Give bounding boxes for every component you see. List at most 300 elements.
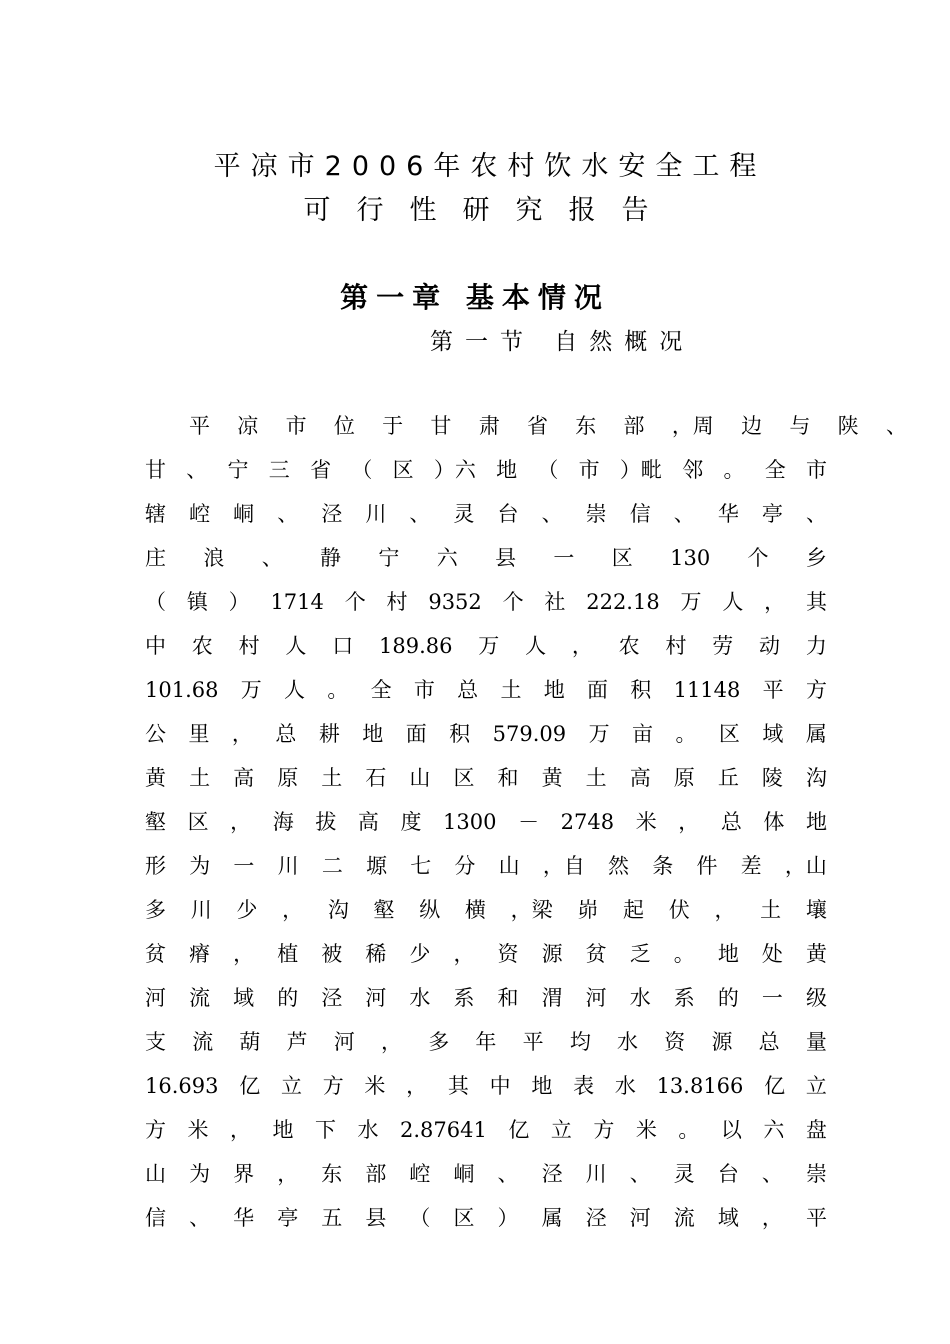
paragraph-token: 流 xyxy=(673,1206,695,1230)
paragraph-token: ， xyxy=(230,1118,251,1142)
paragraph-token: 五 xyxy=(321,1206,343,1230)
paragraph-line xyxy=(145,1072,827,1116)
paragraph-token: 河 xyxy=(145,986,166,1010)
paragraph-token: 信 xyxy=(629,502,651,526)
paragraph-token: ， xyxy=(571,634,593,658)
paragraph-token: 乡 xyxy=(805,546,827,570)
paragraph-token: 六 xyxy=(763,1118,785,1142)
paragraph-token: （ xyxy=(145,590,166,614)
paragraph-token: 与 xyxy=(789,414,811,438)
paragraph-token: 甘 xyxy=(145,458,166,482)
paragraph-token: 山 xyxy=(498,854,520,878)
paragraph-token: 原 xyxy=(277,766,299,790)
paragraph-token: 土 xyxy=(321,766,343,790)
paragraph-token: 资 xyxy=(664,1030,686,1054)
paragraph-token: 米 xyxy=(635,810,657,834)
paragraph-token: 人 xyxy=(284,678,306,702)
paragraph-token: 峒 xyxy=(453,1162,475,1186)
paragraph-token: 沟 xyxy=(327,898,349,922)
paragraph-token: 属 xyxy=(805,722,827,746)
paragraph-token: 区 xyxy=(718,722,740,746)
paragraph-token: 崆 xyxy=(189,502,211,526)
paragraph-line xyxy=(145,588,827,632)
paragraph-line xyxy=(145,632,827,676)
paragraph-token: 壑 xyxy=(373,898,395,922)
paragraph-token: 多 xyxy=(428,1030,450,1054)
paragraph-token: 亿 xyxy=(764,1074,786,1098)
paragraph-token: 台 xyxy=(497,502,519,526)
paragraph-line xyxy=(145,544,827,588)
paragraph-token: 界 xyxy=(233,1162,255,1186)
paragraph-token: 、 xyxy=(497,1162,519,1186)
paragraph-token: 川 xyxy=(365,502,387,526)
paragraph-token: 原 xyxy=(673,766,695,790)
paragraph-token: 、 xyxy=(189,1206,211,1230)
body-paragraph xyxy=(145,412,907,1248)
paragraph-token: 亿 xyxy=(508,1118,530,1142)
paragraph-token: 崆 xyxy=(409,1162,431,1186)
paragraph-token: 地 xyxy=(543,678,565,702)
paragraph-token: ， xyxy=(277,1162,299,1186)
paragraph-token: ， xyxy=(453,942,475,966)
paragraph-token: 源 xyxy=(541,942,563,966)
paragraph-token: 和 xyxy=(497,986,519,1010)
paragraph-token: 崇 xyxy=(585,502,607,526)
paragraph-token: 沟 xyxy=(805,766,827,790)
paragraph-token: 宁 xyxy=(227,458,249,482)
paragraph-token: 肃 xyxy=(478,414,500,438)
paragraph-token: 土 xyxy=(585,766,607,790)
paragraph-token: 方 xyxy=(322,1074,344,1098)
paragraph-token: 域 xyxy=(717,1206,739,1230)
paragraph-token: ）毗 xyxy=(619,458,662,482)
paragraph-token: 劳 xyxy=(712,634,734,658)
paragraph-token: 华 xyxy=(233,1206,255,1230)
paragraph-token: 区 xyxy=(392,458,414,482)
paragraph-token: 瘠 xyxy=(189,942,211,966)
paragraph-token: 2748 xyxy=(560,810,615,834)
paragraph-token: 塬 xyxy=(366,854,388,878)
paragraph-token: 总 xyxy=(457,678,479,702)
paragraph-token: 河 xyxy=(629,1206,651,1230)
paragraph-token: 立 xyxy=(805,1074,827,1098)
paragraph-token: 市 xyxy=(413,678,435,702)
paragraph-token: 以 xyxy=(720,1118,742,1142)
paragraph-line xyxy=(145,720,827,764)
paragraph-token: 亭 xyxy=(761,502,783,526)
paragraph-token: 系 xyxy=(453,986,475,1010)
paragraph-token: （ xyxy=(409,1206,431,1230)
paragraph-token: 部 xyxy=(623,414,645,438)
paragraph-token: 里 xyxy=(188,722,210,746)
paragraph-token: 米 xyxy=(187,1118,209,1142)
paragraph-token: 、 xyxy=(261,546,283,570)
paragraph-token: 万 xyxy=(588,722,610,746)
paragraph-token: 流 xyxy=(192,1030,214,1054)
paragraph-token: 泾 xyxy=(321,986,343,1010)
paragraph-line xyxy=(145,1160,827,1204)
paragraph-token: 宁 xyxy=(378,546,400,570)
paragraph-token: 条 xyxy=(652,854,674,878)
paragraph-token: ，梁 xyxy=(510,898,553,922)
paragraph-token: 浪 xyxy=(203,546,225,570)
paragraph-token: 万 xyxy=(680,590,702,614)
paragraph-token: 亿 xyxy=(239,1074,261,1098)
paragraph-token: 峁 xyxy=(577,898,599,922)
paragraph-token: 16.693 xyxy=(145,1074,219,1098)
paragraph-token: 总 xyxy=(275,722,297,746)
paragraph-token: 579.09 xyxy=(492,722,567,746)
paragraph-token: 方 xyxy=(145,1118,166,1142)
paragraph-token: 市 xyxy=(285,414,307,438)
paragraph-token: 积 xyxy=(630,678,652,702)
paragraph-token: 县 xyxy=(495,546,517,570)
paragraph-token: 平 xyxy=(762,678,784,702)
paragraph-token: 中 xyxy=(145,634,166,658)
paragraph-token: 度 xyxy=(400,810,422,834)
paragraph-token: 峒 xyxy=(233,502,255,526)
paragraph-token: 分 xyxy=(454,854,476,878)
paragraph-token: 差 xyxy=(740,854,762,878)
paragraph-token: 地 xyxy=(717,942,739,966)
paragraph-token: 河 xyxy=(585,986,607,1010)
paragraph-token: 个 xyxy=(344,590,366,614)
paragraph-token: 支 xyxy=(145,1030,166,1054)
paragraph-token: 方 xyxy=(805,678,827,702)
paragraph-token: 一 xyxy=(233,854,255,878)
paragraph-token: 力 xyxy=(805,634,827,658)
paragraph-token: 农 xyxy=(191,634,213,658)
paragraph-token: 地 xyxy=(496,458,518,482)
paragraph-token: 耕 xyxy=(318,722,340,746)
paragraph-token: 立 xyxy=(550,1118,572,1142)
paragraph-token: 积 xyxy=(449,722,471,746)
paragraph-token: 人 xyxy=(525,634,547,658)
paragraph-token: 。 xyxy=(327,678,349,702)
paragraph-token: 水 xyxy=(617,1030,639,1054)
paragraph-token: 件 xyxy=(696,854,718,878)
paragraph-token: ， xyxy=(761,1206,783,1230)
paragraph-token: 位 xyxy=(333,414,355,438)
paragraph-line xyxy=(145,764,827,808)
paragraph-token: 甘 xyxy=(430,414,452,438)
paragraph-token: 130 xyxy=(670,546,711,570)
paragraph-token: 全 xyxy=(764,458,786,482)
paragraph-token: 村 xyxy=(238,634,260,658)
paragraph-token: 口 xyxy=(332,634,354,658)
paragraph-token: 丘 xyxy=(717,766,739,790)
paragraph-token: 拔 xyxy=(315,810,337,834)
paragraph-token: ， xyxy=(764,590,786,614)
paragraph-token: 辖 xyxy=(145,502,166,526)
paragraph-token: 纵 xyxy=(419,898,441,922)
paragraph-token: 表 xyxy=(573,1074,595,1098)
paragraph-token: 陕 xyxy=(837,414,859,438)
paragraph-token: 高 xyxy=(233,766,255,790)
paragraph-token: 13.8166 xyxy=(656,1074,744,1098)
paragraph-token: 水 xyxy=(614,1074,636,1098)
paragraph-token: 部 xyxy=(365,1162,387,1186)
paragraph-token: 平 xyxy=(522,1030,544,1054)
paragraph-token: 万 xyxy=(478,634,500,658)
paragraph-token: 的 xyxy=(717,986,739,1010)
paragraph-token: 河 xyxy=(365,986,387,1010)
paragraph-token: 地 xyxy=(806,810,827,834)
paragraph-token: 山 xyxy=(409,766,431,790)
paragraph-token: 面 xyxy=(405,722,427,746)
paragraph-token: 和 xyxy=(497,766,519,790)
paragraph-token: 地 xyxy=(531,1074,553,1098)
paragraph-token: 体 xyxy=(763,810,785,834)
paragraph-token: ，自 xyxy=(542,854,585,878)
paragraph-token: 土 xyxy=(189,766,211,790)
paragraph-token: 资 xyxy=(497,942,519,966)
paragraph-token: 市 xyxy=(805,458,827,482)
paragraph-token: 二 xyxy=(321,854,343,878)
paragraph-token: 均 xyxy=(569,1030,591,1054)
report-title-line-2: 可行性研究报告 xyxy=(303,195,675,226)
paragraph-token: 全 xyxy=(370,678,392,702)
paragraph-token: 省 xyxy=(310,458,332,482)
paragraph-token: 华 xyxy=(717,502,739,526)
paragraph-line xyxy=(145,808,827,852)
paragraph-token: 区 xyxy=(187,810,209,834)
paragraph-token: 黄 xyxy=(541,766,563,790)
paragraph-token: 静 xyxy=(320,546,342,570)
paragraph-token: 信 xyxy=(145,1206,166,1230)
paragraph-token: 芦 xyxy=(286,1030,308,1054)
paragraph-token: 万 xyxy=(240,678,262,702)
paragraph-line xyxy=(145,456,827,500)
paragraph-token: 葫 xyxy=(239,1030,261,1054)
paragraph-token: 域 xyxy=(762,722,784,746)
paragraph-token: ） xyxy=(497,1206,519,1230)
paragraph-token: 贫 xyxy=(145,942,166,966)
paragraph-token: 稀 xyxy=(365,942,387,966)
paragraph-token: 土 xyxy=(500,678,522,702)
paragraph-token: 9352 xyxy=(428,590,482,614)
paragraph-token: 、 xyxy=(805,502,827,526)
paragraph-token: 镇 xyxy=(186,590,208,614)
paragraph-token: 社 xyxy=(544,590,566,614)
paragraph-token: ， xyxy=(233,942,255,966)
paragraph-token: 河 xyxy=(333,1030,355,1054)
paragraph-token: 植 xyxy=(277,942,299,966)
paragraph-token: 七 xyxy=(410,854,432,878)
paragraph-token: 地 xyxy=(272,1118,294,1142)
paragraph-token: ， xyxy=(406,1074,428,1098)
paragraph-token: 个 xyxy=(502,590,524,614)
paragraph-token: （ xyxy=(351,458,373,482)
chapter-heading: 第一章 基本情况 xyxy=(340,281,610,314)
paragraph-token: 壑 xyxy=(145,810,166,834)
paragraph-token: 地 xyxy=(362,722,384,746)
paragraph-token: 东 xyxy=(575,414,597,438)
paragraph-token: 11148 xyxy=(673,678,741,702)
paragraph-token: 泾 xyxy=(321,502,343,526)
paragraph-token: 级 xyxy=(805,986,827,1010)
paragraph-token: 凉 xyxy=(237,414,259,438)
paragraph-token: 公 xyxy=(145,722,166,746)
paragraph-token: 为 xyxy=(189,1162,211,1186)
paragraph-token: ， xyxy=(282,898,304,922)
paragraph-token: 区 xyxy=(453,766,475,790)
paragraph-token: 渭 xyxy=(541,986,563,1010)
paragraph-token: 1300 xyxy=(443,810,497,834)
paragraph-token: 、 xyxy=(629,1162,651,1186)
paragraph-line xyxy=(145,984,827,1028)
paragraph-token: 台 xyxy=(717,1162,739,1186)
paragraph-token: ， xyxy=(714,898,736,922)
paragraph-line xyxy=(145,500,827,544)
paragraph-line xyxy=(145,412,907,456)
paragraph-token: 为 xyxy=(189,854,211,878)
paragraph-line xyxy=(145,852,827,896)
paragraph-token: 泾 xyxy=(541,1162,563,1186)
paragraph-token: 伏 xyxy=(668,898,690,922)
paragraph-token: 亭 xyxy=(277,1206,299,1230)
paragraph-token: 水 xyxy=(357,1118,379,1142)
paragraph-token: 总 xyxy=(720,810,742,834)
paragraph-token: 多 xyxy=(145,898,166,922)
paragraph-token: 、 xyxy=(673,502,695,526)
paragraph-token: 2.87641 xyxy=(400,1118,487,1142)
paragraph-token: 黄 xyxy=(805,942,827,966)
paragraph-token: 六 xyxy=(436,546,458,570)
paragraph-line xyxy=(145,896,827,940)
paragraph-token: 少 xyxy=(409,942,431,966)
paragraph-token: ） xyxy=(228,590,250,614)
paragraph-token: ，山 xyxy=(784,854,827,878)
paragraph-line xyxy=(145,940,827,984)
paragraph-token: 、 xyxy=(885,414,907,438)
paragraph-token: 陵 xyxy=(761,766,783,790)
paragraph-token: 于 xyxy=(382,414,404,438)
paragraph-token: 其 xyxy=(805,590,827,614)
paragraph-token: 川 xyxy=(190,898,212,922)
paragraph-token: 其 xyxy=(447,1074,469,1098)
paragraph-token: 101.68 xyxy=(145,678,219,702)
paragraph-token: ， xyxy=(231,722,253,746)
paragraph-token: 的 xyxy=(277,986,299,1010)
paragraph-token: ， xyxy=(230,810,252,834)
paragraph-token: 川 xyxy=(585,1162,607,1186)
paragraph-token: 山 xyxy=(145,1162,166,1186)
paragraph-token: 县 xyxy=(365,1206,387,1230)
paragraph-token: 村 xyxy=(665,634,687,658)
paragraph-token: 泾 xyxy=(585,1206,607,1230)
paragraph-token: 1714 xyxy=(270,590,324,614)
paragraph-token: 庄 xyxy=(145,546,166,570)
paragraph-line xyxy=(145,676,827,720)
paragraph-token: 崇 xyxy=(805,1162,827,1186)
paragraph-token: 。 xyxy=(675,722,697,746)
paragraph-token: 省 xyxy=(526,414,548,438)
paragraph-token: 农 xyxy=(618,634,640,658)
paragraph-token: 边 xyxy=(741,414,763,438)
paragraph-token: 水 xyxy=(409,986,431,1010)
paragraph-token: 东 xyxy=(321,1162,343,1186)
paragraph-token: 横 xyxy=(464,898,486,922)
paragraph-token: 平 xyxy=(805,1206,827,1230)
report-title-line-1: 平凉市2006年农村饮水安全工程 xyxy=(213,151,767,182)
paragraph-token: 、 xyxy=(277,502,299,526)
paragraph-token: 石 xyxy=(365,766,387,790)
paragraph-token: 下 xyxy=(315,1118,336,1142)
paragraph-token: ， xyxy=(678,810,700,834)
paragraph-token: 三 xyxy=(268,458,290,482)
paragraph-token: 、 xyxy=(409,502,431,526)
paragraph-line xyxy=(145,1116,827,1160)
paragraph-token: 流 xyxy=(189,986,211,1010)
paragraph-token: 、 xyxy=(541,502,563,526)
paragraph-token: 盘 xyxy=(805,1118,827,1142)
paragraph-token: 乏 xyxy=(629,942,651,966)
paragraph-token: ， xyxy=(381,1030,403,1054)
paragraph-token: 市 xyxy=(578,458,600,482)
paragraph-token: 189.86 xyxy=(378,634,453,658)
paragraph-token: 海 xyxy=(272,810,294,834)
paragraph-token: 平 xyxy=(189,414,210,438)
paragraph-token: 亩 xyxy=(632,722,654,746)
paragraph-token: 。 xyxy=(723,458,745,482)
paragraph-token: 川 xyxy=(277,854,299,878)
paragraph-token: ）六 xyxy=(433,458,476,482)
paragraph-token: 人 xyxy=(285,634,307,658)
paragraph-token: 域 xyxy=(233,986,255,1010)
paragraph-line xyxy=(145,1028,827,1072)
paragraph-token: ，周 xyxy=(671,414,714,438)
paragraph-token: 高 xyxy=(629,766,651,790)
paragraph-token: 源 xyxy=(711,1030,733,1054)
paragraph-token: 量 xyxy=(805,1030,827,1054)
paragraph-token: 黄 xyxy=(145,766,166,790)
paragraph-token: 系 xyxy=(673,986,695,1010)
paragraph-token: 个 xyxy=(747,546,769,570)
paragraph-token: 、 xyxy=(186,458,208,482)
paragraph-token: 属 xyxy=(541,1206,563,1230)
paragraph-token: 一 xyxy=(761,986,783,1010)
paragraph-token: 中 xyxy=(489,1074,511,1098)
paragraph-token: 米 xyxy=(635,1118,657,1142)
paragraph-token: 邻 xyxy=(682,458,704,482)
paragraph-token: 、 xyxy=(761,1162,783,1186)
paragraph-line xyxy=(145,1204,827,1248)
paragraph-token: 面 xyxy=(587,678,609,702)
paragraph-token: 立 xyxy=(280,1074,302,1098)
paragraph-token: 灵 xyxy=(453,502,475,526)
paragraph-token: 米 xyxy=(364,1074,386,1098)
paragraph-token: 起 xyxy=(623,898,645,922)
paragraph-token: 总 xyxy=(758,1030,780,1054)
paragraph-token: 区 xyxy=(453,1206,475,1230)
paragraph-token: 。 xyxy=(673,942,695,966)
paragraph-token: 222.18 xyxy=(586,590,660,614)
paragraph-token: 年 xyxy=(475,1030,497,1054)
paragraph-token: 壤 xyxy=(805,898,827,922)
paragraph-token: 灵 xyxy=(673,1162,695,1186)
section-heading: 第一节 自然概况 xyxy=(430,329,695,355)
paragraph-token: 贫 xyxy=(585,942,607,966)
paragraph-token: 。 xyxy=(678,1118,700,1142)
paragraph-token: 村 xyxy=(386,590,408,614)
paragraph-token: 方 xyxy=(593,1118,615,1142)
paragraph-token: － xyxy=(518,810,540,834)
paragraph-token: 区 xyxy=(611,546,633,570)
paragraph-token: 形 xyxy=(145,854,166,878)
paragraph-token: 然 xyxy=(608,854,630,878)
paragraph-token: （ xyxy=(537,458,559,482)
